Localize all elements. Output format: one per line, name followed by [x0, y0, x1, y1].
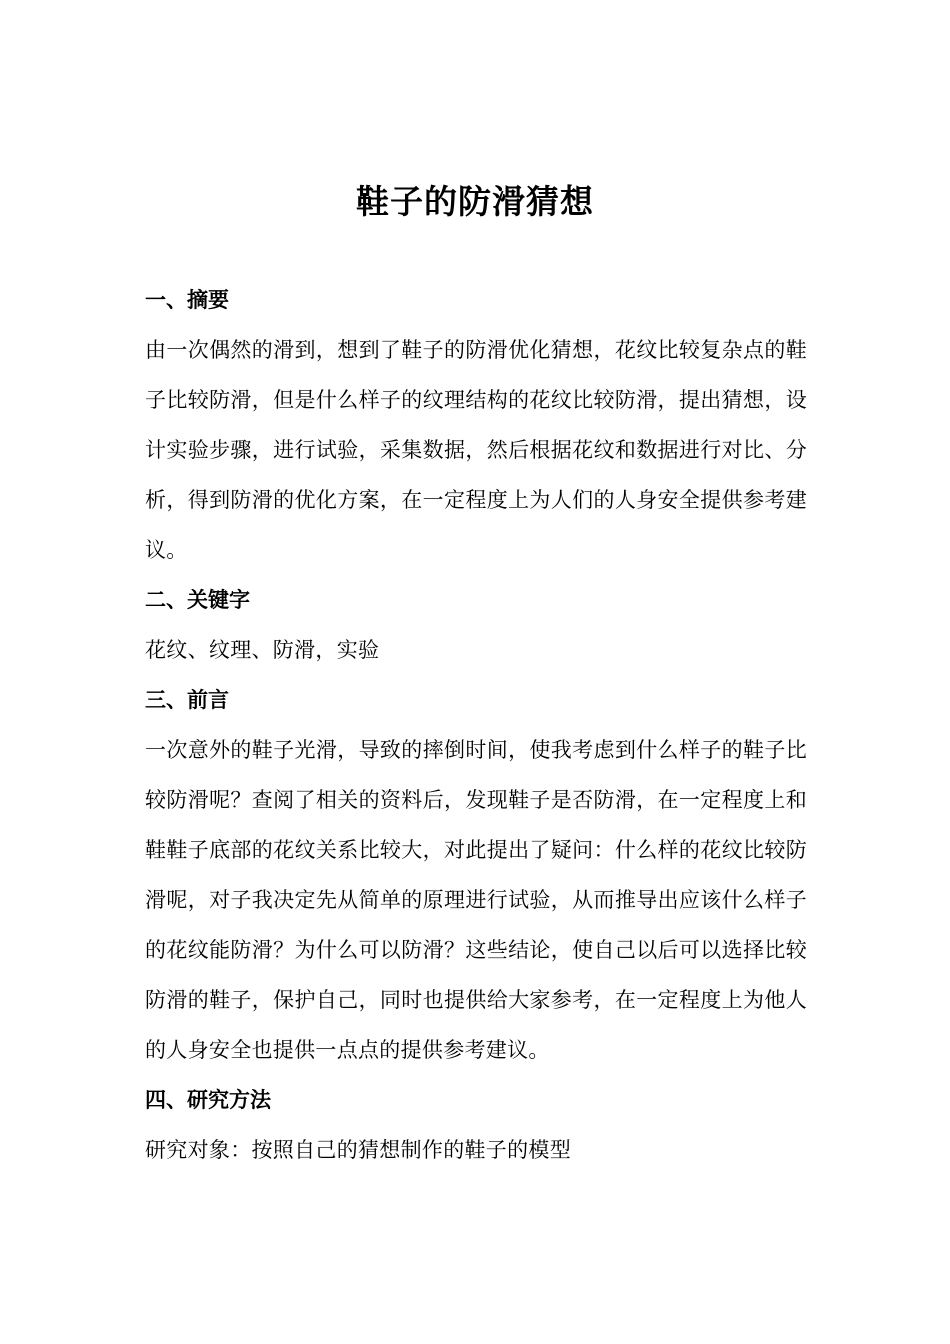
section-heading: 四、研究方法 — [145, 1088, 271, 1112]
document-title: 鞋子的防滑猜想 — [356, 182, 594, 221]
section-heading: 一、摘要 — [145, 288, 229, 312]
section-heading: 三、前言 — [145, 688, 229, 712]
section-paragraph: 由一次偶然的滑到，想到了鞋子的防滑优化猜想，花纹比较复杂点的鞋子比较防滑，但是什么样子的纹理结构的花纹比较防滑，提出猜想，设计实验步骤，进行试验，采集数据，然后根据花纹和数据进行对比、分析，得到防滑的优化方案，在一定程度上为人们的人身安全提供参考建议。 — [145, 338, 807, 562]
section-paragraph: 一次意外的鞋子光滑，导致的摔倒时间，使我考虑到什么样子的鞋子比较防滑呢？查阅了相关的资料后，发现鞋子是否防滑，在一定程度上和鞋鞋子底部的花纹关系比较大，对此提出了疑问：什么样的花纹比较防滑呢，对子我决定先从简单的原理进行试验，从而推导出应该什么样子的花纹能防滑？为什么可以防滑？这些结论，使自己以后可以选择比较防滑的鞋子，保护自己，同时也提供给大家参考，在一定程度上为他人的人身安全也提供一点点的提供参考建议。 — [145, 738, 807, 1062]
section-heading: 二、关键字 — [145, 588, 250, 612]
section-method — [145, 1075, 807, 1175]
section-preface — [145, 675, 807, 1075]
section-paragraph: 花纹、纹理、防滑，实验 — [145, 638, 380, 662]
section-keywords — [145, 575, 807, 675]
section-abstract — [145, 275, 807, 575]
section-paragraph: 研究对象：按照自己的猜想制作的鞋子的模型 — [145, 1138, 571, 1162]
document-body — [145, 275, 807, 1175]
